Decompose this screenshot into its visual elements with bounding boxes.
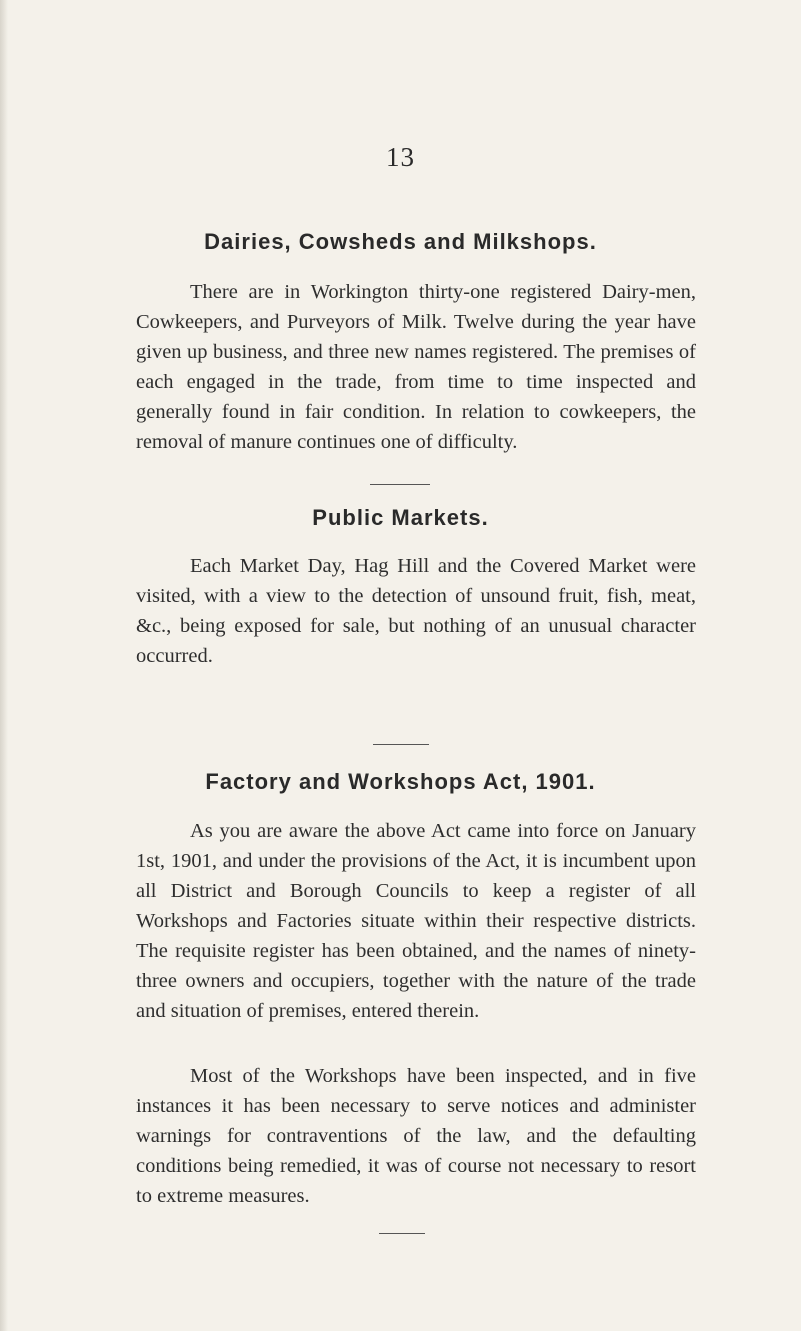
page-edge-shadow [0,0,8,1331]
paragraph-public-markets: Each Market Day, Hag Hill and the Covered Market were visited, with a view to the detection of unsound fruit, fish, meat, &c., being exposed for sale, but nothing of an unusual character occurred. [136,555,696,667]
page-number: 13 [386,142,415,172]
heading-dairies: Dairies, Cowsheds and Milkshops. [204,229,597,254]
section-divider [370,484,430,485]
heading-public-markets: Public Markets. [312,505,489,530]
paragraph-workshops-inspected: Most of the Workshops have been inspected, and in five instances it has been necessary to serve notices and administer warnings for contraventions of the law, and the defaulting conditions being remedied, it was of course not necessary to resort to extreme measures. [136,1065,696,1207]
paragraph-factory-workshops-act: As you are aware the above Act came into force on January 1st, 1901, and under the provisions of the Act, it is incumbent upon all District and Borough Councils to keep a register of all Workshops and Factories situate within their respective districts. The requisite register has been obtained, and the names of ninety-three owners and occupiers, together with the nature of the trade and situation of premises, entered therein. [136,820,696,1022]
section-divider [379,1233,425,1234]
section-divider [373,744,429,745]
heading-factory-workshops-act: Factory and Workshops Act, 1901. [205,769,596,794]
paragraph-dairies: There are in Workington thirty-one registered Dairy-men, Cowkeepers, and Purveyors of Milk. Twelve during the year have given up business, and three new names registered. The premises of each engaged in the trade, from time to time inspected and generally found in fair condition. In relation to cowkeepers, the removal of manure continues one of difficulty. [136,281,696,453]
